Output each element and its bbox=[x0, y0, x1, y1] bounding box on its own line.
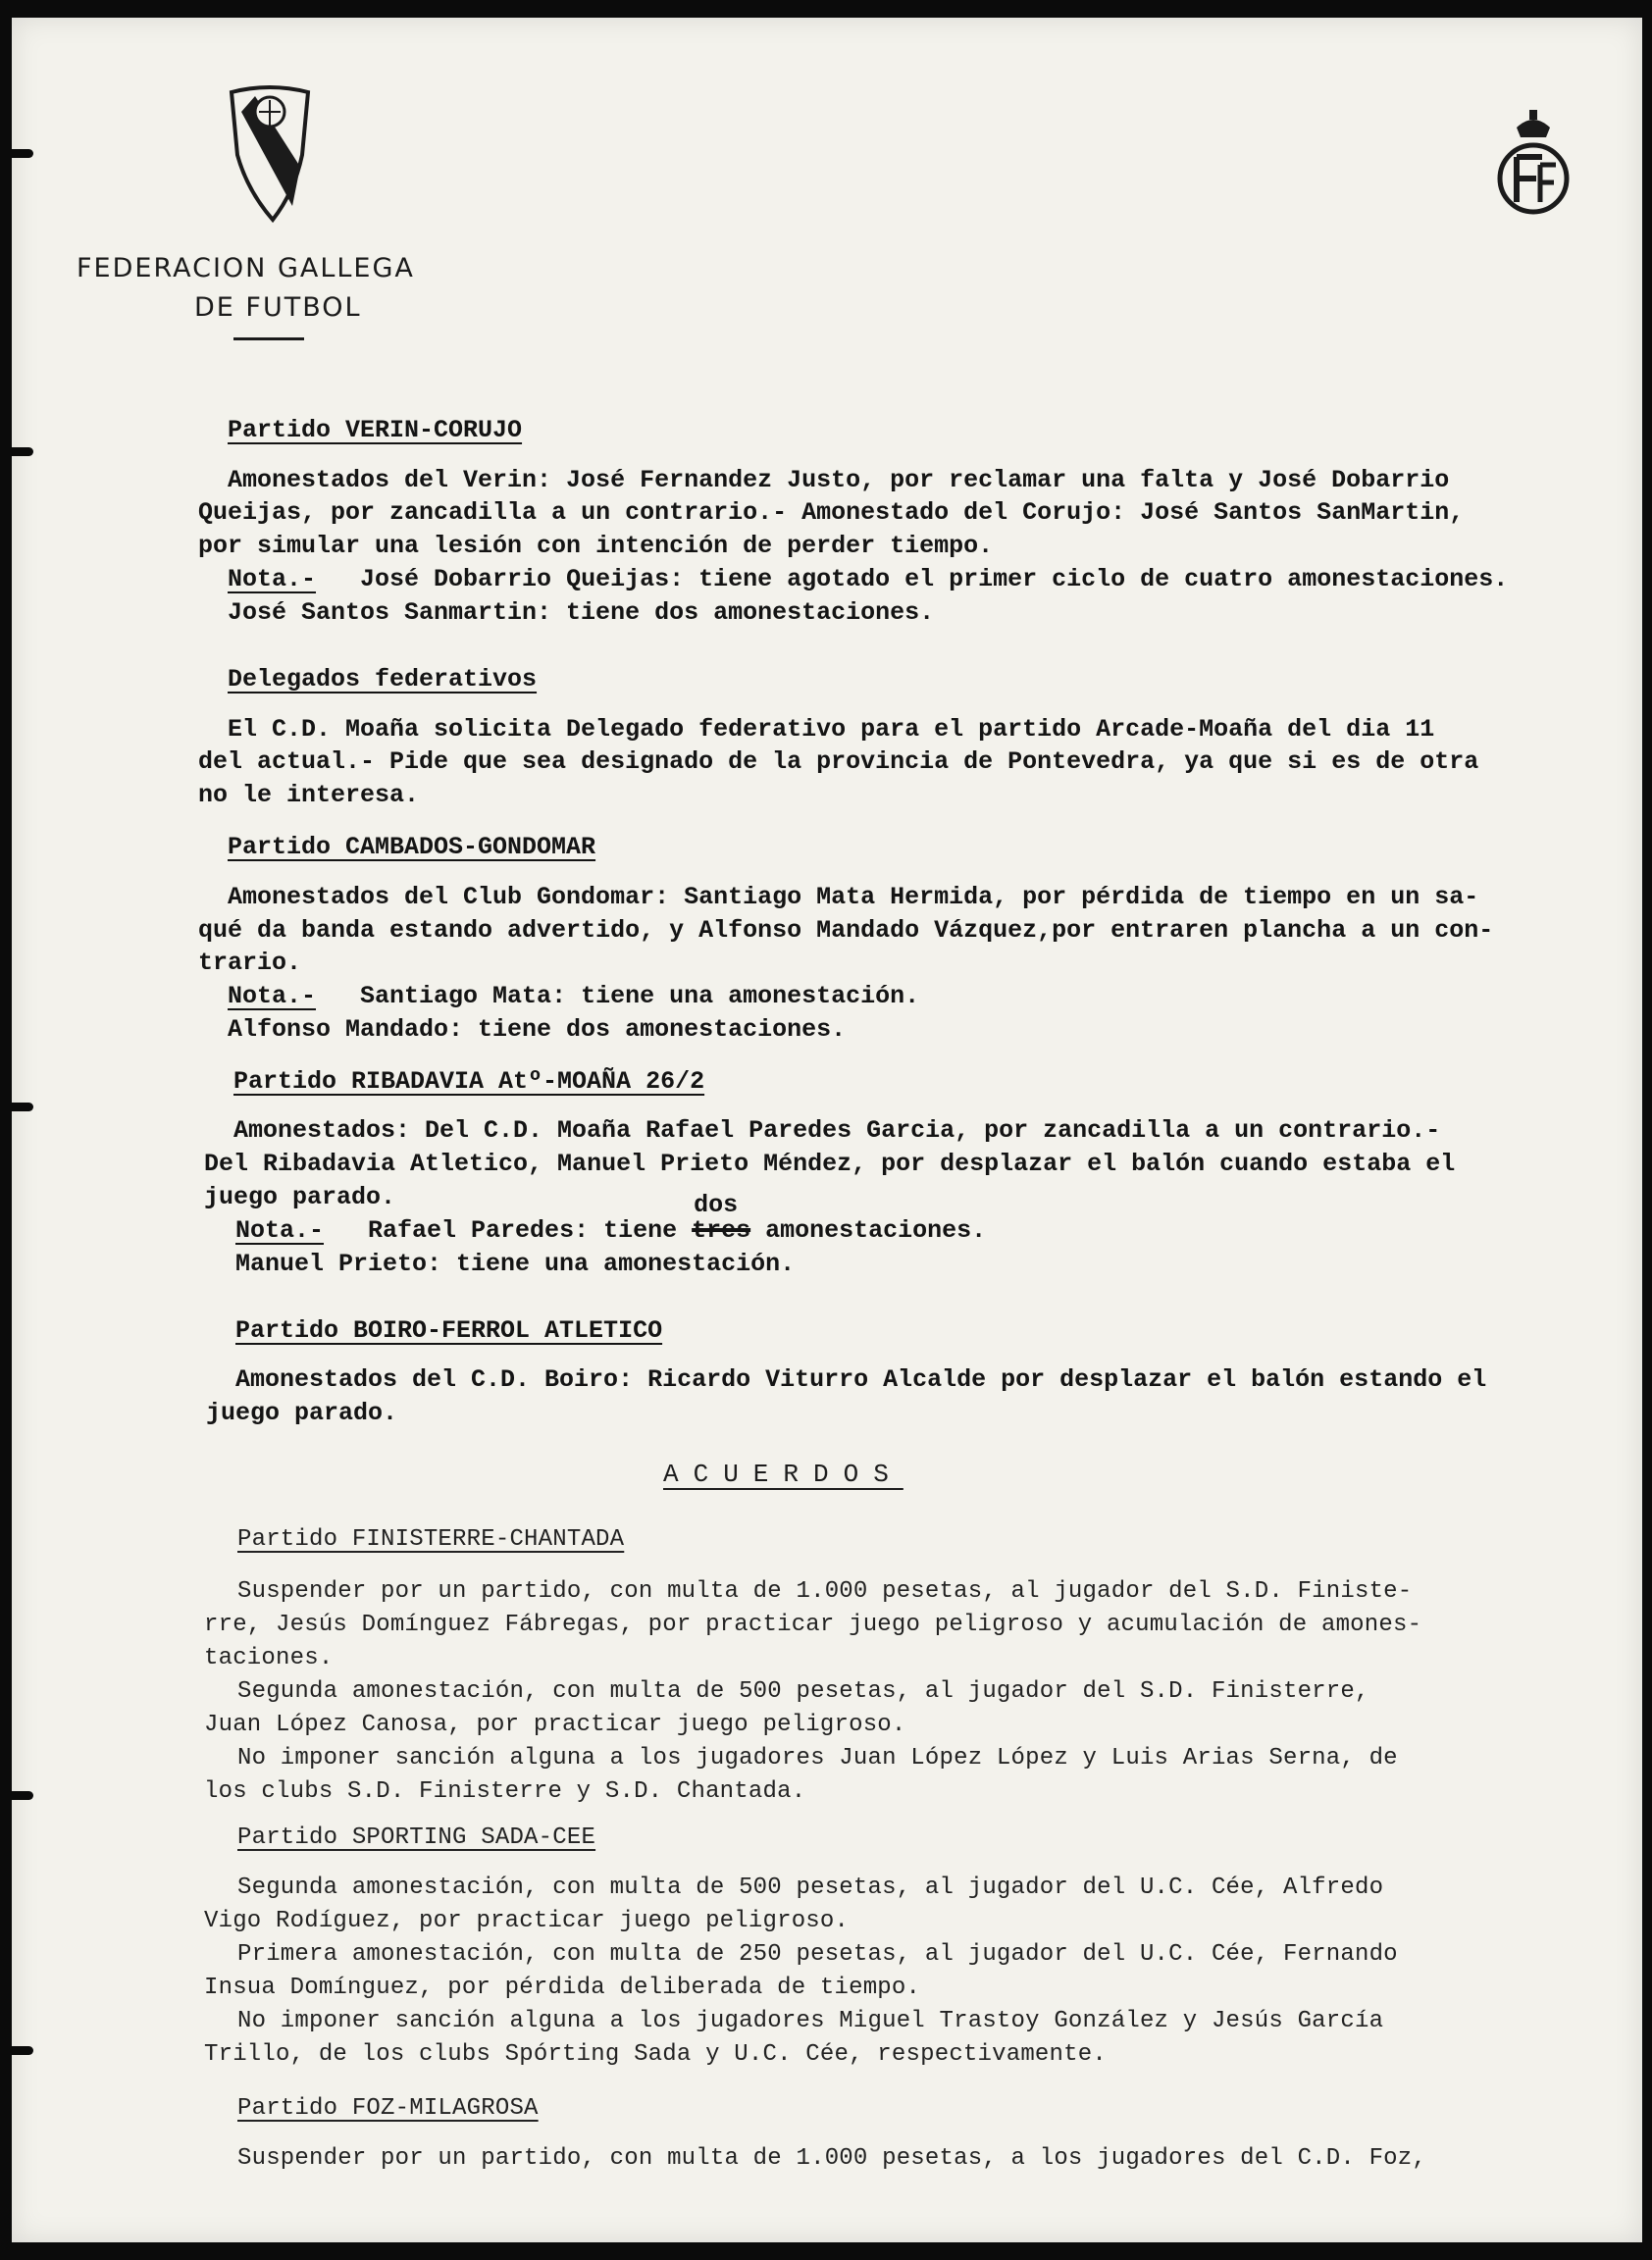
paragraph-line: Amonestados del Club Gondomar: Santiago Mata Hermida, por pérdida de tiempo en un sa- bbox=[228, 883, 1479, 911]
paragraph-line: Primera amonestación, con multa de 250 pesetas, al jugador del U.C. Cée, Fernando bbox=[237, 1941, 1398, 1968]
paragraph-line: Suspender por un partido, con multa de 1.000 pesetas, al jugador del S.D. Finiste- bbox=[237, 1578, 1413, 1605]
correction-text: dos bbox=[694, 1191, 739, 1219]
paragraph-line: Amonestados del Verin: José Fernandez Justo, por reclamar una falta y José Dobarrio bbox=[228, 466, 1450, 494]
nota-line-2: Manuel Prieto: tiene una amonestación. bbox=[235, 1250, 796, 1278]
paragraph-line: los clubs S.D. Finisterre y S.D. Chantada. bbox=[204, 1778, 806, 1805]
paragraph-line: juego parado. bbox=[204, 1183, 396, 1211]
paragraph-line: El C.D. Moaña solicita Delegado federativo para el partido Arcade-Moaña del dia 11 bbox=[228, 715, 1435, 744]
paragraph-line: Amonestados del C.D. Boiro: Ricardo Viturro Alcalde por desplazar el balón estando el bbox=[235, 1365, 1487, 1394]
paragraph-line: trario. bbox=[198, 949, 302, 977]
paragraph-line: No imponer sanción alguna a los jugadores Miguel Trastoy González y Jesús García bbox=[237, 2008, 1384, 2034]
paragraph-line: Juan López Canosa, por practicar juego peligroso. bbox=[204, 1712, 906, 1738]
nota-line bbox=[228, 982, 919, 1010]
nota-label: Nota.- bbox=[228, 982, 317, 1010]
nota-text: José Dobarrio Queijas: tiene agotado el primer ciclo de cuatro amonestaciones. bbox=[360, 565, 1509, 593]
paragraph-line: taciones. bbox=[204, 1645, 334, 1671]
paragraph-line: Queijas, por zancadilla a un contrario.- Amonestado del Corujo: José Santos SanMartin, bbox=[198, 498, 1465, 527]
acuerdos-heading: ACUERDOS bbox=[663, 1460, 903, 1489]
paragraph-line: qué da banda estando advertido, y Alfonso Mandado Vázquez,por entraren plancha a un con- bbox=[198, 916, 1494, 945]
nota-line bbox=[228, 565, 1508, 593]
nota-text-end: amonestaciones. bbox=[765, 1216, 987, 1245]
section-title: Delegados federativos bbox=[228, 665, 538, 693]
federation-name-line2: DE FUTBOL bbox=[194, 292, 362, 323]
section-title: Partido BOIRO-FERROL ATLETICO bbox=[235, 1316, 663, 1345]
nota-text: Santiago Mata: tiene una amonestación. bbox=[360, 982, 920, 1010]
nota-text: Rafael Paredes: tiene bbox=[368, 1216, 678, 1245]
nota-line-2: José Santos Sanmartin: tiene dos amonestaciones. bbox=[228, 598, 935, 627]
section-title: Partido CAMBADOS-GONDOMAR bbox=[228, 833, 596, 861]
nota-label: Nota.- bbox=[228, 565, 317, 593]
paragraph-line: rre, Jesús Domínguez Fábregas, por practicar juego peligroso y acumulación de amones- bbox=[204, 1612, 1422, 1638]
paragraph-line: por simular una lesión con intención de perder tiempo. bbox=[198, 532, 994, 560]
paragraph-line: Suspender por un partido, con multa de 1.000 pesetas, a los jugadores del C.D. Foz, bbox=[237, 2145, 1426, 2172]
paragraph-line: no le interesa. bbox=[198, 781, 420, 809]
section-title: Partido FINISTERRE-CHANTADA bbox=[237, 1526, 625, 1553]
nota-line-2: Alfonso Mandado: tiene dos amonestaciones. bbox=[228, 1015, 847, 1044]
paragraph-line: juego parado. bbox=[206, 1399, 398, 1427]
nota-label: Nota.- bbox=[235, 1216, 325, 1245]
paragraph-line: Trillo, de los clubs Spórting Sada y U.C. Cée, respectivamente. bbox=[204, 2041, 1107, 2068]
federation-name-line1: FEDERACION GALLEGA bbox=[77, 253, 415, 283]
section-title: Partido SPORTING SADA-CEE bbox=[237, 1824, 596, 1851]
section-title: Partido RIBADAVIA Atº-MOAÑA 26/2 bbox=[233, 1067, 705, 1096]
paragraph-line: Segunda amonestación, con multa de 500 pesetas, al jugador del S.D. Finisterre, bbox=[237, 1678, 1369, 1705]
paragraph-line: Del Ribadavia Atletico, Manuel Prieto Méndez, por desplazar el balón cuando estaba el bbox=[204, 1150, 1456, 1178]
paragraph-line: del actual.- Pide que sea designado de la provincia de Pontevedra, ya que si es de otra bbox=[198, 747, 1479, 776]
paragraph-line: Vigo Rodíguez, por practicar juego peligroso. bbox=[204, 1908, 850, 1934]
paragraph-line: Segunda amonestación, con multa de 500 pesetas, al jugador del U.C. Cée, Alfredo bbox=[237, 1875, 1384, 1901]
paragraph-line: No imponer sanción alguna a los jugadores Juan López López y Luis Arias Serna, de bbox=[237, 1745, 1398, 1772]
paragraph-line: Insua Domínguez, por pérdida deliberada de tiempo. bbox=[204, 1975, 921, 2001]
section-title: Partido FOZ-MILAGROSA bbox=[237, 2095, 539, 2122]
paragraph-line: Amonestados: Del C.D. Moaña Rafael Paredes Garcia, por zancadilla a un contrario.- bbox=[233, 1116, 1441, 1145]
struck-text: tres bbox=[692, 1216, 751, 1245]
section-title: Partido VERIN-CORUJO bbox=[228, 416, 523, 444]
handwritten-correction bbox=[692, 1191, 751, 1245]
